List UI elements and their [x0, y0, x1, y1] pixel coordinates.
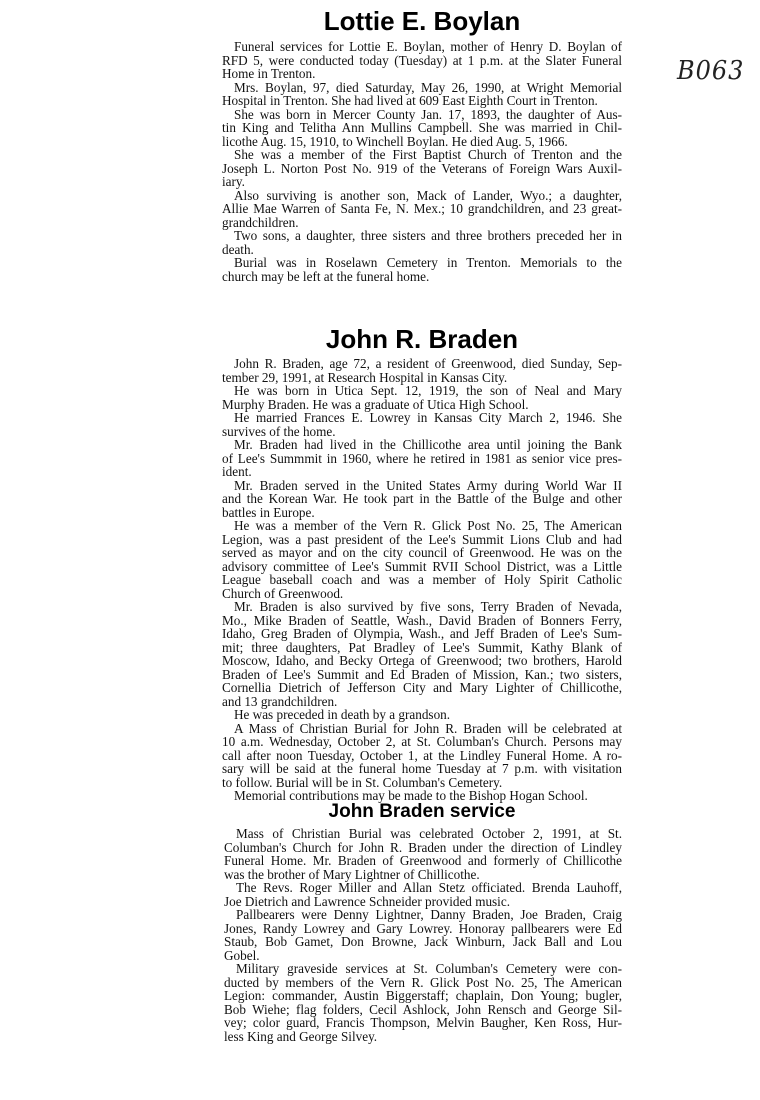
- text-line: Gobel.: [224, 947, 260, 963]
- paragraph: [222, 411, 622, 438]
- text-line: Jones, Randy Lowrey and Gary Lowrey. Honoray pallbearers were Ed: [224, 920, 622, 936]
- text-line: Also surviving is another son, Mack of Lander, Wyo.; a daughter,: [234, 187, 622, 203]
- text-line: church may be left at the funeral home.: [222, 268, 430, 284]
- text-line: mit; three daughters, Pat Bradley of Lee's Summit, Kathy Blank of: [222, 639, 622, 655]
- text-line: Bob Wiehe; flag folders, Cecil Ashlock, John Rensch and George Sil-: [224, 1001, 622, 1017]
- paragraph: [224, 881, 622, 908]
- paragraph: [224, 908, 622, 962]
- text-line: grandchildren.: [222, 214, 299, 230]
- text-line: Joseph L. Norton Post No. 919 of the Veterans of Foreign Wars Auxil-: [222, 160, 622, 176]
- text-line: Moscow, Idaho, and Becky Ortega of Greenwood; two brothers, Harold: [222, 653, 622, 668]
- text-line: He married Frances E. Lowrey in Kansas City March 2, 1946. She: [234, 410, 622, 425]
- text-line: Mr. Braden is also survived by five sons, Terry Braden of Nevada,: [234, 599, 622, 614]
- text-line: of Lee's Summmit in 1960, where he retired in 1981 as senior vice pres-: [222, 450, 622, 466]
- paragraph: [222, 40, 622, 81]
- service-title-john-braden: John Braden service: [328, 801, 516, 822]
- text-line: sary will be said at the funeral home Tuesday at 7 p.m. with visitation: [222, 761, 622, 776]
- text-line: Burial was in Roselawn Cemetery in Trenton. Memorials to the: [234, 255, 622, 270]
- text-line: Braden of Lee's Summit and Ed Braden of Mission, Kan.; two sisters,: [222, 666, 622, 682]
- text-line: Mrs. Boylan, 97, died Saturday, May 26, 1990, at Wright Memorial: [234, 79, 622, 95]
- text-line: She was a member of the First Baptist Church of Trenton and the: [234, 147, 622, 162]
- text-line: was the brother of Mary Lightner of Chillicothe.: [224, 866, 480, 882]
- text-line: to follow. Burial will be in St. Columban's Cemetery.: [222, 774, 503, 790]
- paragraph: [222, 229, 622, 256]
- obituary-body-john-braden: [222, 357, 622, 803]
- text-line: Mo., Mike Braden of Seattle, Wash., David Braden of Bonners Ferry,: [222, 612, 622, 628]
- text-line: RFD 5, were conducted today (Tuesday) at 1 p.m. at the Slater Funeral: [222, 52, 622, 68]
- text-line: Mr. Braden served in the United States Army during World War II: [234, 477, 622, 493]
- text-line: Cornellia Dietrich of Jefferson City and Mary Lighter of Chillicothe,: [222, 680, 622, 695]
- paragraph: [222, 479, 622, 520]
- paragraph: [222, 384, 622, 411]
- text-line: ducted by members of the Vern R. Glick Post No. 25, The American: [224, 974, 622, 990]
- text-line: tin King and Telitha Ann Mullins Campbell. She was married in Chil-: [222, 120, 622, 135]
- obituary-body-lottie-boylan: [222, 40, 622, 283]
- handwritten-note: B063: [677, 54, 745, 86]
- paragraph: [222, 722, 622, 790]
- text-line: iary.: [222, 174, 245, 189]
- text-line: served as mayor and on the city council of Greenwood. He was on the: [222, 545, 622, 560]
- text-line: She was born in Mercer County Jan. 17, 1893, the daughter of Aus-: [234, 106, 622, 122]
- paragraph: [222, 256, 622, 283]
- text-line: Mass of Christian Burial was celebrated October 2, 1991, at St.: [236, 826, 622, 841]
- text-line: Staub, Bob Gamet, Don Browne, Jack Winburn, Jack Ball and Lou: [224, 934, 622, 949]
- text-line: A Mass of Christian Burial for John R. Braden will be celebrated at: [234, 720, 622, 736]
- text-line: He was preceded in death by a grandson.: [234, 707, 451, 722]
- text-line: He was a member of the Vern R. Glick Post No. 25, The American: [234, 518, 622, 533]
- text-line: Allie Mae Warren of Santa Fe, N. Mex.; 10 grandchildren, and 23 great-: [222, 201, 622, 216]
- text-line: death.: [222, 241, 254, 257]
- text-line: tember 29, 1991, at Research Hospital in Kansas City.: [222, 369, 508, 385]
- text-line: and the Korean War. He took part in the Battle of the Bulge and other: [222, 491, 622, 506]
- text-line: 10 a.m. Wednesday, October 2, at St. Columban's Church. Persons may: [222, 734, 622, 749]
- text-line: Columban's Church for John R. Braden under the direction of Lindley: [224, 839, 622, 855]
- text-line: Two sons, a daughter, three sisters and three brothers preceded her in: [234, 228, 622, 243]
- text-line: battles in Europe.: [222, 504, 315, 520]
- text-line: He was born in Utica Sept. 12, 1919, the son of Neal and Mary: [234, 383, 622, 398]
- paragraph: [222, 189, 622, 230]
- paragraph: [224, 962, 622, 1043]
- paragraph: [222, 357, 622, 384]
- text-line: Church of Greenwood.: [222, 585, 344, 601]
- text-line: Murphy Braden. He was a graduate of Utica High School.: [222, 396, 529, 412]
- text-line: advisory committee of Lee's Summit RVII School District, was a Little: [222, 558, 622, 574]
- text-line: call after noon Tuesday, October 1, at the Lindley Funeral Home. A ro-: [222, 747, 622, 763]
- paragraph: [222, 708, 622, 722]
- obituary-title-john-braden: John R. Braden: [325, 324, 519, 354]
- text-line: Legion, was a past president of the Lee's Summit Lions Club and had: [222, 531, 622, 547]
- text-line: vey; color guard, Francis Thompson, Melvin Baugher, Ken Ross, Hur-: [224, 1015, 622, 1030]
- text-line: and 13 grandchildren.: [222, 693, 338, 709]
- text-line: Home in Trenton.: [222, 66, 316, 81]
- text-line: Hospital in Trenton. She had lived at 609 East Eighth Court in Trenton.: [222, 93, 598, 108]
- paragraph: [222, 438, 622, 479]
- text-line: Mr. Braden had lived in the Chillicothe area until joining the Bank: [234, 437, 622, 452]
- text-line: ident.: [222, 464, 252, 479]
- paragraph: [222, 108, 622, 149]
- paragraph: [222, 148, 622, 189]
- paragraph: [222, 519, 622, 600]
- text-line: Funeral services for Lottie E. Boylan, mother of Henry D. Boylan of: [234, 39, 622, 54]
- text-line: less King and George Silvey.: [224, 1028, 378, 1044]
- obituary-title-lottie-boylan: Lottie E. Boylan: [323, 6, 521, 36]
- text-line: Pallbearers were Denny Lightner, Danny Braden, Joe Braden, Craig: [236, 907, 622, 922]
- text-line: survives of the home.: [222, 423, 336, 439]
- text-line: John R. Braden, age 72, a resident of Greenwood, died Sunday, Sep-: [234, 356, 622, 371]
- text-line: Idaho, Greg Braden of Olympia, Wash., and Jeff Braden of Lee's Sum-: [222, 626, 622, 641]
- text-line: The Revs. Roger Miller and Allan Stetz officiated. Brenda Lauhoff,: [236, 880, 622, 895]
- paragraph: [222, 600, 622, 708]
- text-line: Military graveside services at St. Columban's Cemetery were con-: [236, 961, 622, 976]
- text-line: Joe Dietrich and Lawrence Schneider provided music.: [224, 893, 510, 909]
- text-line: licothe Aug. 15, 1910, to Winchell Boylan. He died Aug. 5, 1966.: [222, 133, 568, 149]
- text-line: Funeral Home. Mr. Braden of Greenwood and formerly of Chillicothe: [224, 853, 622, 868]
- paragraph: [224, 827, 622, 881]
- text-line: League baseball coach and was a member of Holy Spirit Catholic: [222, 572, 622, 587]
- service-body-john-braden: [224, 827, 622, 1043]
- text-line: Memorial contributions may be made to the Bishop Hogan School.: [234, 788, 588, 803]
- paragraph: [222, 81, 622, 108]
- text-line: Legion: commander, Austin Biggerstaff; chaplain, Don Young; bugler,: [224, 988, 622, 1003]
